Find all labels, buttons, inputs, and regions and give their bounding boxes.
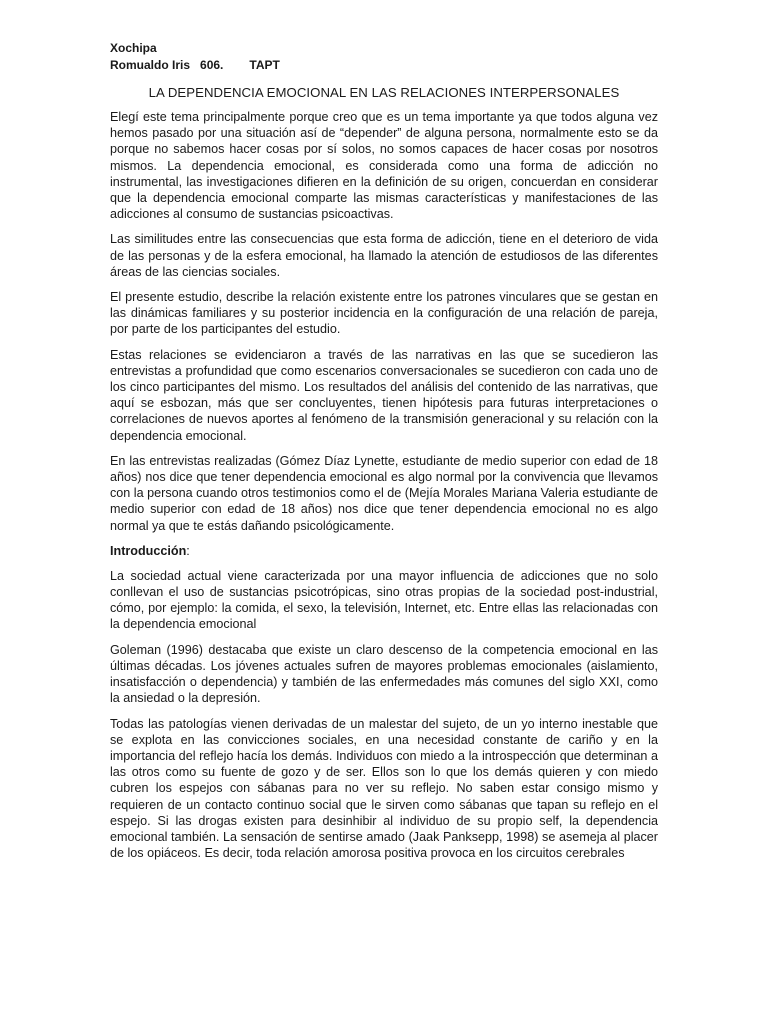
body-paragraph: En las entrevistas realizadas (Gómez Díaz Lynette, estudiante de medio superior con edad de 18 años) nos dice que tener dependencia emocional es algo normal por la convivencia que llevamos con la persona cuando otros testimonios como el de (Mejía Morales Mariana Valeria estudiante de medio superior con edad de 18 años) nos dice que tener dependencia emocional no es algo normal ya que te estás dañando psicológicamente. bbox=[110, 453, 658, 533]
author-info-line bbox=[110, 57, 658, 74]
intro-paragraph: La sociedad actual viene caracterizada por una mayor influencia de adicciones que no solo conllevan el uso de sustancias psicotrópicas, sino otras propias de la sociedad post-industrial, cómo, por ejemplo: la comida, el sexo, la televisión, Internet, etc. Entre ellas las relacionadas con la dependencia emocional bbox=[110, 568, 658, 632]
body-paragraph: Las similitudes entre las consecuencias que esta forma de adicción, tiene en el deterioro de vida de las personas y de la esfera emocional, ha llamado la atención de estudiosos de las diferentes áreas de las ciencias sociales. bbox=[110, 232, 658, 279]
course-code: TAPT bbox=[249, 58, 280, 72]
author-name: Romualdo Iris bbox=[110, 58, 191, 72]
intro-paragraph: Todas las patologías vienen derivadas de un malestar del sujeto, de un yo interno inestable que se explota en las convicciones sociales, en una necesidad constante de cariño y en la importancia del reflejo hacía los demás. Individuos con miedo a la introspección que determinan a las otros como su fuente de gozo y de ser. Ellos son lo que los demás quieren y con miedo cubren los espejos con sábanas para no ver su reflejo. No saben estar consigo mismo y requieren de un contacto continuo social que le sirven como sábanas que tapan su reflejo en el espejo. Si las drogas existen para desinhibir al individuo de su propio self, la dependencia emocional también. La sensación de sentirse amado (Jaak Panksepp, 1998) se asemeja al placer de los opiáceos. Es decir, toda relación amorosa positiva provoca en los circuitos cerebrales bbox=[110, 716, 658, 861]
intro-heading bbox=[110, 543, 658, 559]
author-surname bbox=[110, 40, 658, 57]
body-paragraph: Elegí este tema principalmente porque creo que es un tema importante ya que todos alguna vez hemos pasado por una situación así de “depender” de alguna persona, normalmente esto se da porque no sabemos hacer cosas por sí solos, no somos capaces de hacer cosas por nosotros mismos. La dependencia emocional, es considerada como una forma de adicción no instrumental, las investigaciones difieren en la definición de su origen, concuerdan en considerar que la dependencia emocional comparte las mismas características y manifestaciones de las adicciones al consumo de sustancias psicoactivas. bbox=[110, 110, 658, 222]
group-number: 606. bbox=[200, 58, 224, 72]
body-paragraph: Estas relaciones se evidenciaron a través de las narrativas en las que se sucedieron las entrevistas a profundidad que como escenarios conversacionales se sucedieron con cada uno de los cinco participantes del mismo. Los resultados del análisis del contenido de las narrativas, que aquí se esbozan, más que ser concluyentes, tienen hipótesis para futuras interpretaciones o correlaciones de nuevos aportes al fenómeno de la transmisión generacional y su relación con la dependencia emocional. bbox=[110, 347, 658, 443]
body-paragraph: El presente estudio, describe la relación existente entre los patrones vinculares que se gestan en las dinámicas familiares y su posterior incidencia en la configuración de una relación de pareja, por parte de los participantes del estudio. bbox=[110, 290, 658, 337]
author-line1: Xochipa bbox=[110, 41, 157, 55]
intro-heading-colon: : bbox=[186, 543, 190, 558]
intro-paragraph: Goleman (1996) destacaba que existe un claro descenso de la competencia emocional en las últimas décadas. Los jóvenes actuales sufren de mayores problemas emocionales (aislamiento, insatisfacción o dependencia) y también de las enfermedades más comunes del siglo XXI, como la ansiedad o la depresión. bbox=[110, 642, 658, 706]
intro-heading-text: Introducción bbox=[110, 543, 187, 558]
document-title: LA DEPENDENCIA EMOCIONAL EN LAS RELACIONES INTERPERSONALES bbox=[148, 85, 620, 100]
document-page bbox=[110, 40, 658, 870]
